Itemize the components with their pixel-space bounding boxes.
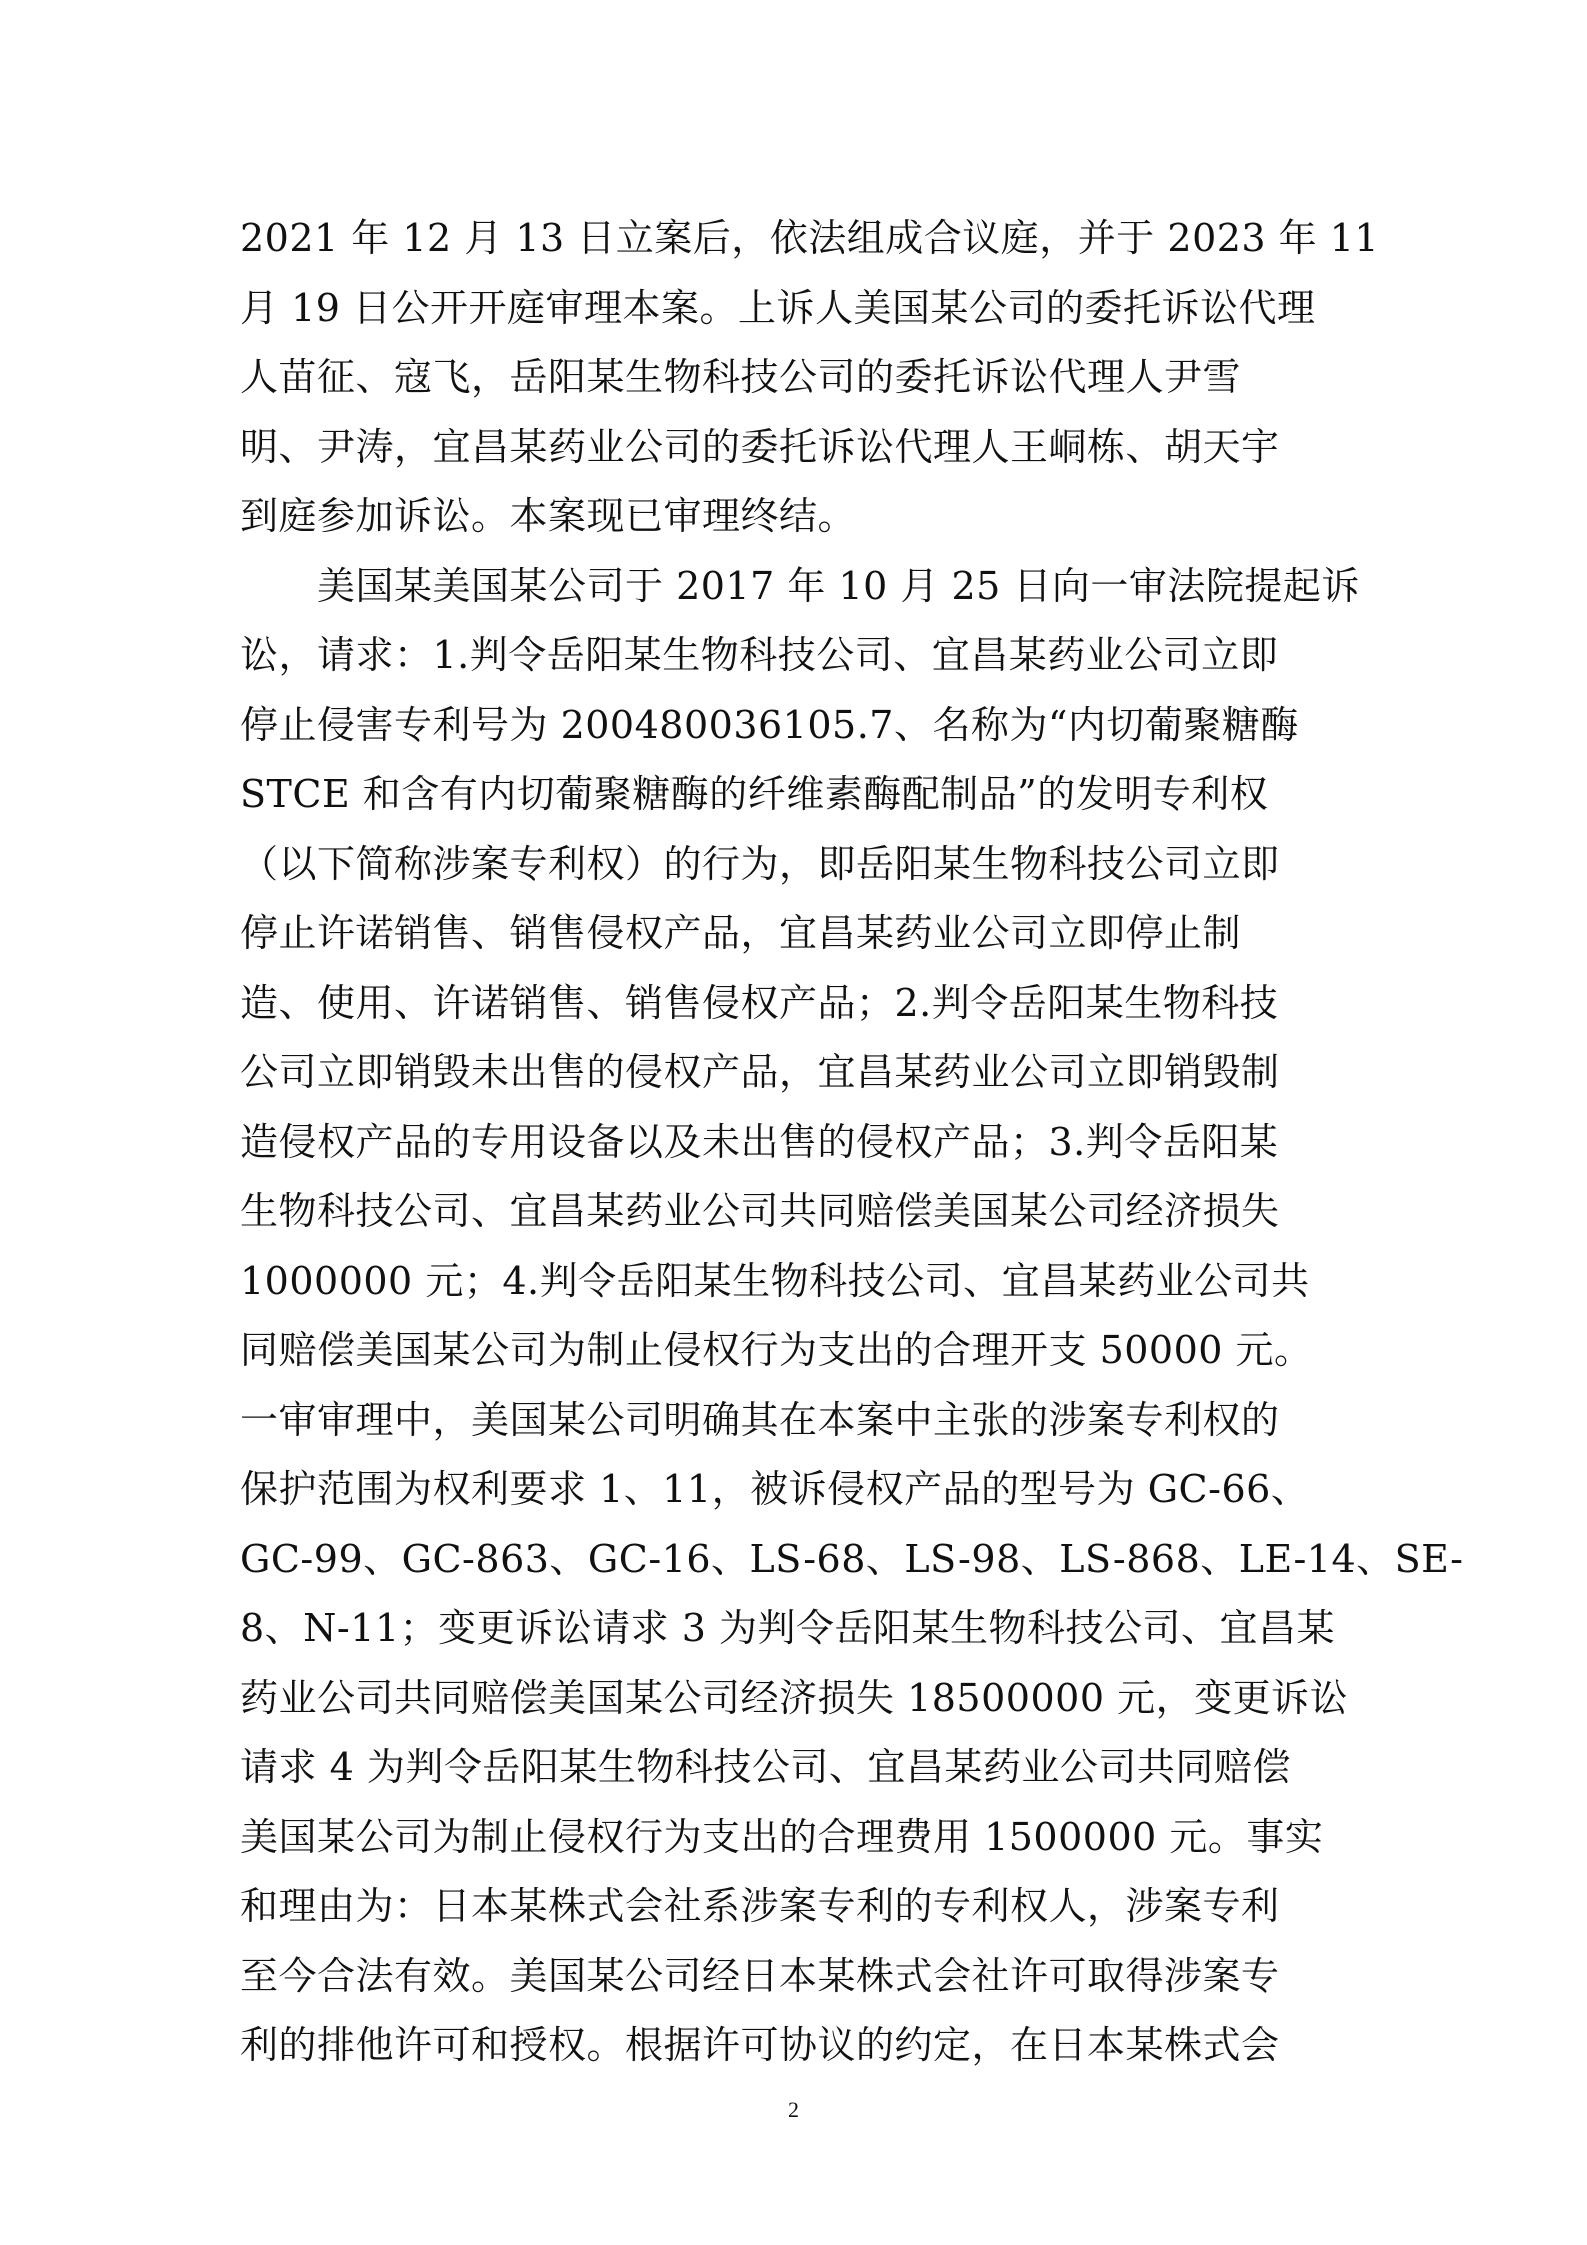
text-line: 讼，请求：1.判令岳阳某生物科技公司、宜昌某药业公司立即 [240,633,1279,677]
text-line: STCE 和含有内切葡聚糖酶的纤维素酶配制品”的发明专利权 [240,772,1269,816]
text-line: 明、尹涛，宜昌某药业公司的委托诉讼代理人王峒栋、胡天宇 [240,424,1280,469]
text-line: GC-99、GC-863、GC-16、LS-68、LS-98、LS-868、LE-14、SE- [240,1536,1464,1581]
text-line: 药业公司共同赔偿美国某公司经济损失 18500000 元，变更诉讼 [240,1675,1349,1720]
body-text [240,204,1464,2081]
text-line: 月 19 日公开开庭审理本案。上诉人美国某公司的委托诉讼代理 [240,285,1316,330]
text-line: 造侵权产品的专用设备以及未出售的侵权产品；3.判令岳阳某 [240,1119,1279,1164]
text-line: 生物科技公司、宜昌某药业公司共同赔偿美国某公司经济损失 [240,1189,1280,1233]
text-line: 公司立即销毁未出售的侵权产品，宜昌某药业公司立即销毁制 [240,1050,1280,1094]
text-line: 停止侵害专利号为 200480036105.7、名称为“内切葡聚糖酶 [240,702,1299,747]
text-line: 保护范围为权利要求 1、11，被诉侵权产品的型号为 GC-66、 [240,1467,1310,1511]
page-number: 2 [788,2097,799,2122]
text-line: 请求 4 为判令岳阳某生物科技公司、宜昌某药业公司共同赔偿 [240,1745,1291,1789]
text-line: 一审审理中，美国某公司明确其在本案中主张的涉案专利权的 [240,1397,1280,1442]
text-line: 和理由为：日本某株式会社系涉案专利的专利权人，涉案专利 [240,1884,1280,1928]
text-line: 8、N-11；变更诉讼请求 3 为判令岳阳某生物科技公司、宜昌某 [240,1606,1335,1650]
text-line: 美国某美国某公司于 2017 年 10 月 25 日向一审法院提起诉 [240,563,1360,608]
text-line: 同赔偿美国某公司为制止侵权行为支出的合理开支 50000 元。 [240,1328,1313,1372]
text-line: 停止许诺销售、销售侵权产品，宜昌某药业公司立即停止制 [240,911,1242,955]
text-line: 1000000 元；4.判令岳阳某生物科技公司、宜昌某药业公司共 [240,1258,1310,1303]
text-line: 利的排他许可和授权。根据许可协议的约定，在日本某株式会 [240,2023,1280,2067]
text-line: 2021 年 12 月 13 日立案后，依法组成合议庭，并于 2023 年 11 [240,216,1380,260]
text-line: 至今合法有效。美国某公司经日本某株式会社许可取得涉案专 [240,1953,1280,1998]
text-line: 人苗征、寇飞，岳阳某生物科技公司的委托诉讼代理人尹雪 [240,355,1242,399]
text-line: （以下简称涉案专利权）的行为，即岳阳某生物科技公司立即 [240,841,1280,886]
text-line: 到庭参加诉讼。本案现已审理终结。 [240,494,857,538]
text-line: 美国某公司为制止侵权行为支出的合理费用 1500000 元。事实 [240,1814,1324,1859]
text-line: 造、使用、许诺销售、销售侵权产品；2.判令岳阳某生物科技 [240,980,1279,1025]
